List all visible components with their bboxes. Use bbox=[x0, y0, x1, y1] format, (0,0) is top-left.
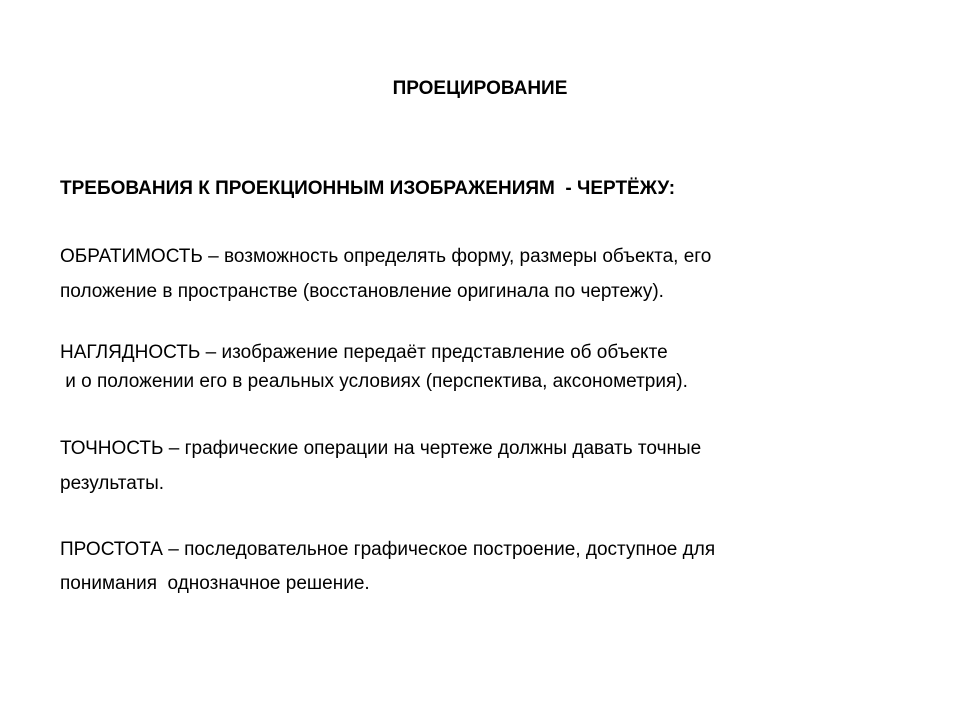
paragraph-line: ПРОСТОТА – последовательное графическое построение, доступное для bbox=[60, 539, 716, 560]
paragraph-line: и о положении его в реальных условиях (перспектива, аксонометрия). bbox=[60, 371, 688, 392]
paragraph-line: НАГЛЯДНОСТЬ – изображение передаёт представление об объекте bbox=[60, 342, 668, 363]
paragraph-line: ОБРАТИМОСТЬ – возможность определять форму, размеры объекта, его bbox=[60, 246, 712, 267]
paragraph-line: ТОЧНОСТЬ – графические операции на чертеже должны давать точные bbox=[60, 438, 702, 459]
paragraph-line: положение в пространстве (восстановление оригинала по чертежу). bbox=[60, 281, 664, 302]
slide-title: ПРОЕЦИРОВАНИЕ bbox=[392, 78, 568, 99]
slide-subtitle: ТРЕБОВАНИЯ К ПРОЕКЦИОННЫМ ИЗОБРАЖЕНИЯМ - ЧЕРТЁЖУ: bbox=[60, 178, 676, 199]
paragraph-line: понимания однозначное решение. bbox=[60, 573, 370, 594]
paragraph-line: результаты. bbox=[60, 473, 165, 494]
